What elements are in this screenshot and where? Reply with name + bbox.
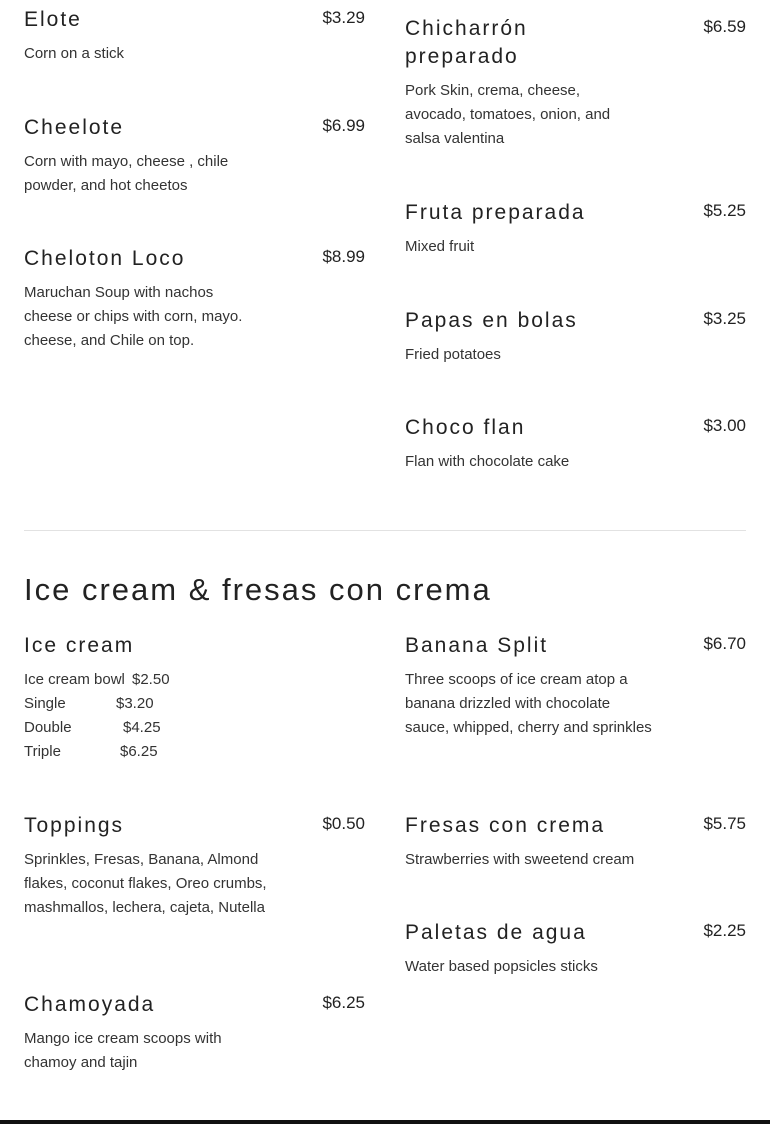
item-price: $5.25 xyxy=(703,201,746,220)
size-row xyxy=(24,668,365,692)
item-price: $3.25 xyxy=(703,309,746,328)
menu-item-fruta-preparada[interactable] xyxy=(405,199,746,259)
item-price: $6.99 xyxy=(322,116,365,135)
item-name: Fresas con crema xyxy=(405,814,606,837)
item-price: $6.70 xyxy=(703,634,746,653)
item-price: $6.25 xyxy=(322,993,365,1012)
size-label: Triple xyxy=(24,743,61,760)
item-name: Cheloton Loco xyxy=(24,247,186,270)
item-description: Pork Skin, crema, cheese, avocado, tomatoes, onion, and salsa valentina xyxy=(405,82,611,147)
item-name: Ice cream xyxy=(24,634,135,657)
item-price: $0.50 xyxy=(322,814,365,833)
item-description: Three scoops of ice cream atop a banana drizzled with chocolate sauce, whipped, cherry and sprinkles xyxy=(405,671,652,736)
item-price: $8.99 xyxy=(322,247,365,266)
size-price: $3.20 xyxy=(116,695,154,712)
item-description: Sprinkles, Fresas, Banana, Almond flakes, coconut flakes, Oreo crumbs, mashmallos, lechera, cajeta, Nutella xyxy=(24,851,267,916)
item-description: Maruchan Soup with nachos cheese or chips with corn, mayo. cheese, and Chile on top. xyxy=(24,284,243,349)
item-description: Mixed fruit xyxy=(405,238,475,255)
size-price: $4.25 xyxy=(123,719,161,736)
item-name: Paletas de agua xyxy=(405,921,587,944)
section-title: Ice cream & fresas con crema xyxy=(24,572,492,607)
menu-item-choco-flan[interactable] xyxy=(405,414,746,474)
item-name: Fruta preparada xyxy=(405,201,586,224)
size-row xyxy=(24,692,365,716)
menu-item-cheloton-loco[interactable] xyxy=(24,245,365,353)
menu-item-papas-en-bolas[interactable] xyxy=(405,307,746,367)
item-name: Banana Split xyxy=(405,634,549,657)
item-name: Chamoyada xyxy=(24,993,156,1016)
menu-item-banana-split[interactable] xyxy=(405,632,746,740)
size-label: Double xyxy=(24,719,72,736)
item-name: Elote xyxy=(24,8,82,31)
item-description: Water based popsicles sticks xyxy=(405,958,598,975)
size-price: $6.25 xyxy=(120,743,158,760)
item-name: Chicharrón preparado xyxy=(405,17,528,68)
item-description: Corn with mayo, cheese , chile powder, and hot cheetos xyxy=(24,153,229,194)
menu-item-cheelote[interactable] xyxy=(24,114,365,198)
menu-item-ice-cream[interactable] xyxy=(24,632,365,764)
size-price: $2.50 xyxy=(132,671,170,688)
size-row xyxy=(24,740,365,764)
item-price: $3.29 xyxy=(322,8,365,27)
size-label: Ice cream bowl xyxy=(24,671,125,688)
item-description: Fried potatoes xyxy=(405,346,501,363)
size-row xyxy=(24,716,365,740)
menu-item-fresas-con-crema[interactable] xyxy=(405,812,746,872)
item-description: Strawberries with sweetend cream xyxy=(405,851,635,868)
menu-item-toppings[interactable] xyxy=(24,812,365,920)
section-divider xyxy=(24,530,746,531)
item-price: $3.00 xyxy=(703,416,746,435)
menu-item-elote[interactable] xyxy=(24,6,365,66)
item-description: Corn on a stick xyxy=(24,45,125,62)
menu-item-chicharron-preparado[interactable] xyxy=(405,15,746,151)
footer-bar xyxy=(0,1120,770,1124)
item-price: $5.75 xyxy=(703,814,746,833)
item-price: $2.25 xyxy=(703,921,746,940)
item-name: Toppings xyxy=(24,814,125,837)
item-price: $6.59 xyxy=(703,17,746,36)
size-label: Single xyxy=(24,695,66,712)
item-name: Cheelote xyxy=(24,116,125,139)
ice-cream-size-list xyxy=(24,668,365,764)
item-description: Mango ice cream scoops with chamoy and tajin xyxy=(24,1030,222,1071)
menu-item-chamoyada[interactable] xyxy=(24,991,365,1075)
item-description: Flan with chocolate cake xyxy=(405,453,570,470)
menu-item-paletas-de-agua[interactable] xyxy=(405,919,746,979)
item-name: Choco flan xyxy=(405,416,526,439)
item-name: Papas en bolas xyxy=(405,309,578,332)
